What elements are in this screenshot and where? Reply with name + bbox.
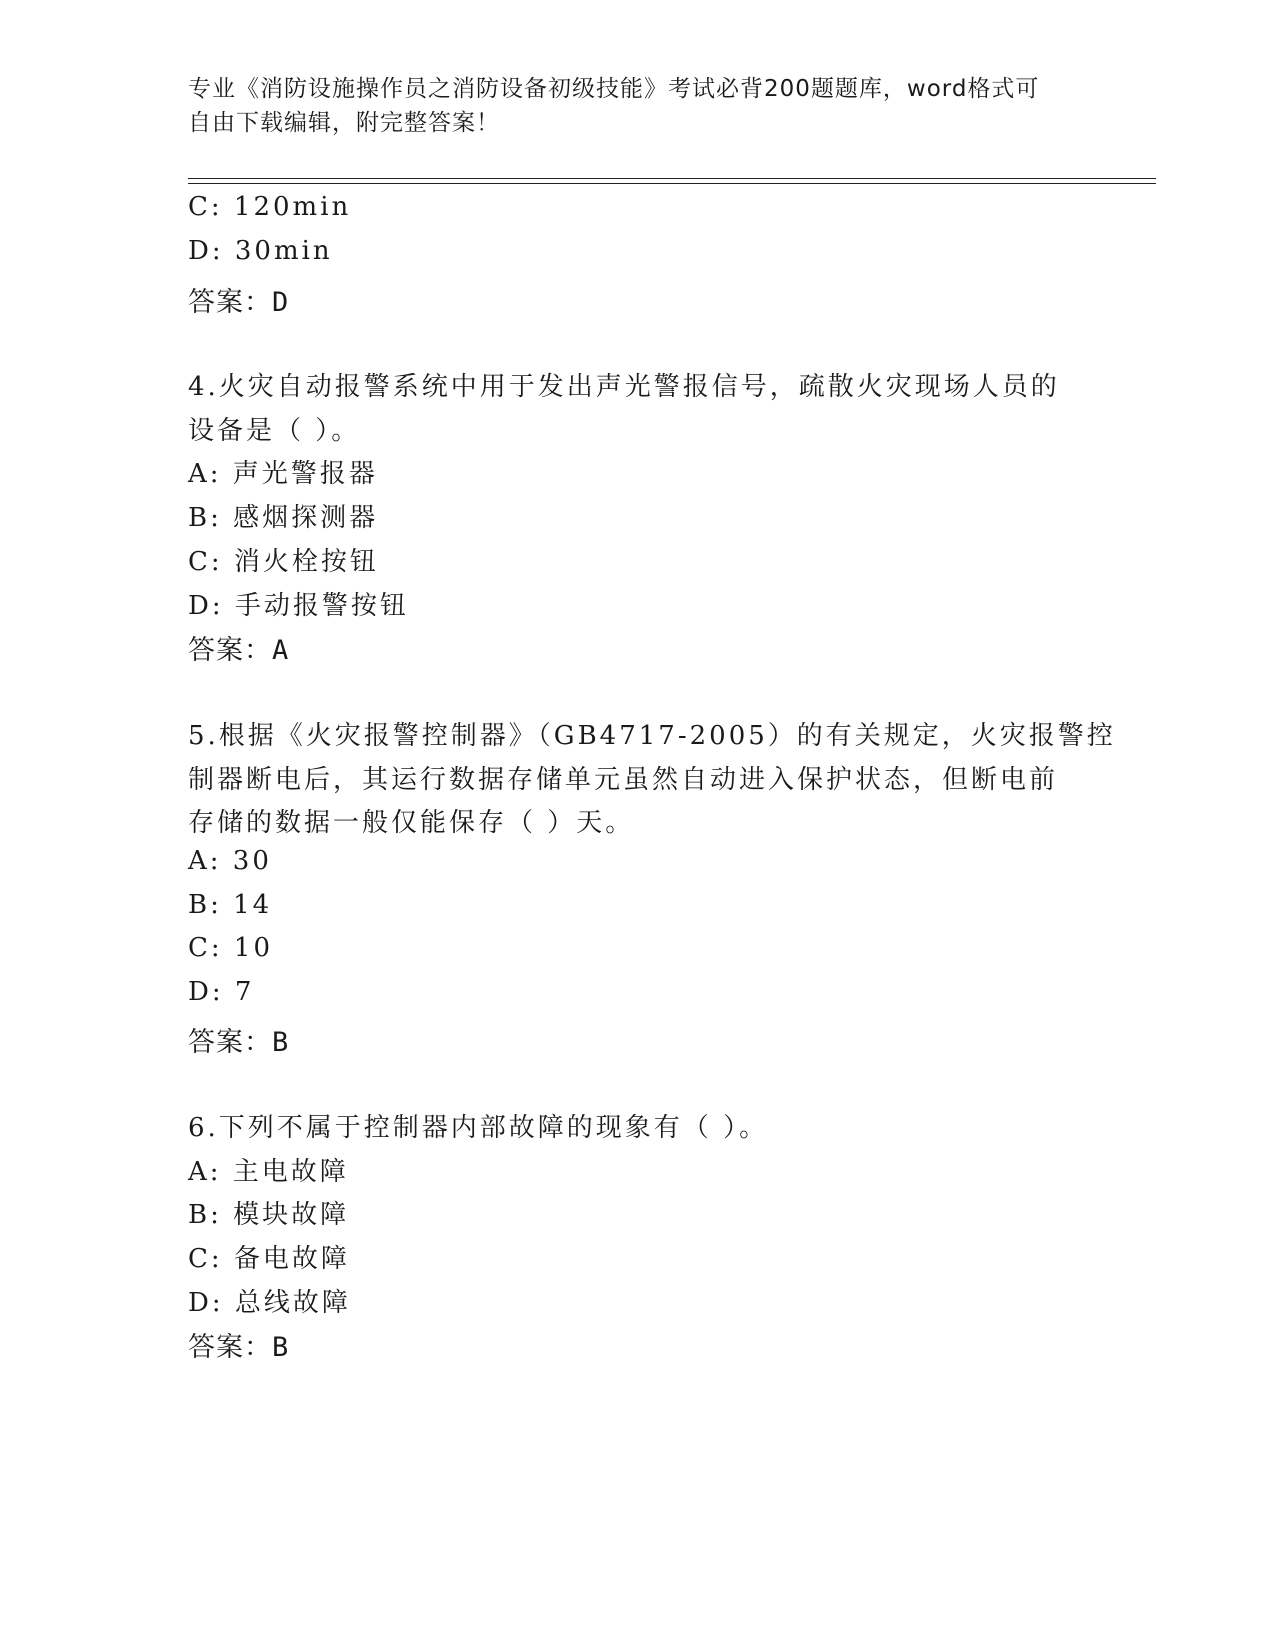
question-stem-line: 存储的数据一般仅能保存（ ）天。 xyxy=(188,808,635,838)
answer-line xyxy=(188,1020,289,1059)
answer-label: 答案： xyxy=(188,1027,272,1058)
answer-value: A xyxy=(272,635,290,666)
option-line: C: 消火栓按钮 xyxy=(188,547,379,577)
answer-value: B xyxy=(272,1027,290,1058)
document-header xyxy=(188,72,1088,140)
answer-value: B xyxy=(272,1332,290,1363)
answer-value: D xyxy=(272,287,290,318)
header-divider-top xyxy=(188,178,1156,179)
option-line: B: 模块故障 xyxy=(188,1200,350,1230)
header-line-2: 自由下载编辑，附完整答案！ xyxy=(188,110,500,136)
option-line: D: 30min xyxy=(188,236,333,266)
option-line: D: 手动报警按钮 xyxy=(188,591,409,621)
header-divider-bottom xyxy=(188,183,1156,184)
question-stem-line: 4.火灾自动报警系统中用于发出声光警报信号，疏散火灾现场人员的 xyxy=(188,372,1060,402)
question-stem-line: 制器断电后，其运行数据存储单元虽然自动进入保护状态，但断电前 xyxy=(188,765,1059,795)
option-line: A: 声光警报器 xyxy=(188,459,378,489)
question-stem-line: 6.下列不属于控制器内部故障的现象有（ ）。 xyxy=(188,1113,769,1143)
option-line: C: 120min xyxy=(188,192,352,222)
question-stem-line: 设备是（ ）。 xyxy=(188,416,361,446)
answer-line xyxy=(188,280,289,319)
option-line: C: 备电故障 xyxy=(188,1244,350,1274)
answer-line xyxy=(188,628,289,667)
option-line: A: 主电故障 xyxy=(188,1157,349,1187)
header-line-1: 专业《消防设施操作员之消防设备初级技能》考试必背200题题库，word格式可 xyxy=(188,76,1040,102)
question-stem-line: 5.根据《火灾报警控制器》（GB4717-2005）的有关规定，火灾报警控 xyxy=(188,721,1116,751)
answer-label: 答案： xyxy=(188,287,272,318)
option-line: C: 10 xyxy=(188,933,274,963)
answer-label: 答案： xyxy=(188,1332,272,1363)
option-line: B: 14 xyxy=(188,890,273,920)
option-line: A: 30 xyxy=(188,846,272,876)
answer-line xyxy=(188,1325,289,1364)
option-line: D: 总线故障 xyxy=(188,1288,351,1318)
option-line: B: 感烟探测器 xyxy=(188,503,379,533)
option-line: D: 7 xyxy=(188,977,255,1007)
answer-label: 答案： xyxy=(188,635,272,666)
